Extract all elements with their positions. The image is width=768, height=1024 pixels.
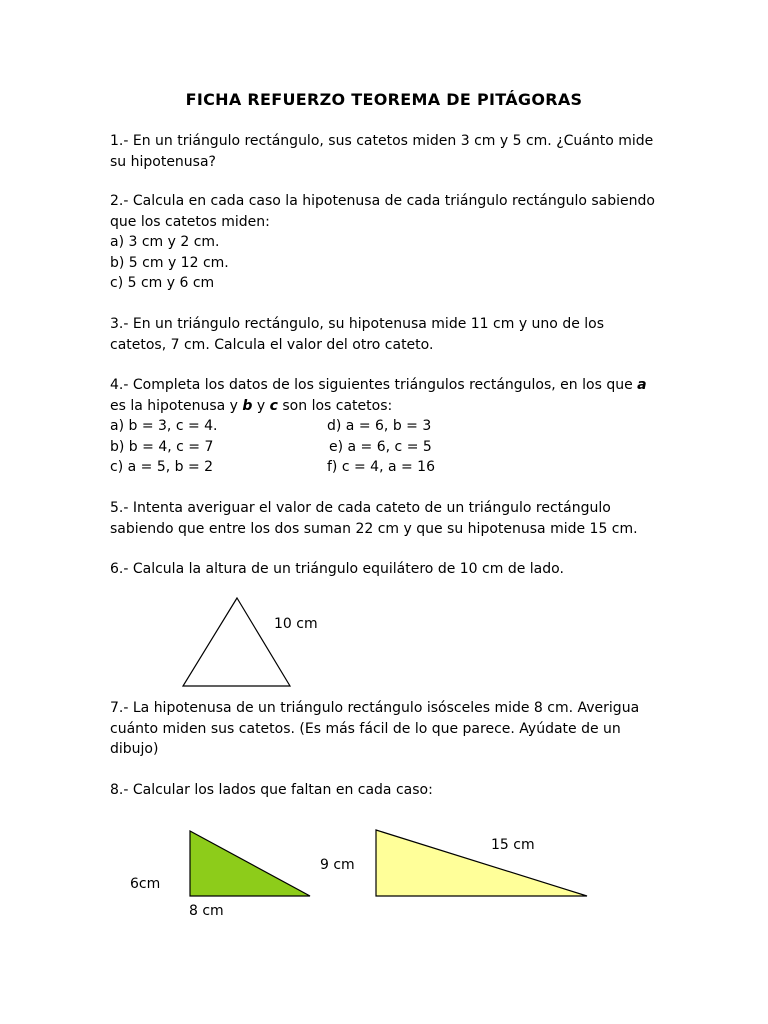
q4-var-b: b xyxy=(242,397,253,414)
q4-item-f: f) c = 4, a = 16 xyxy=(327,459,436,475)
q4-line-2-mid: y xyxy=(252,397,270,414)
q8-line-1: 8.- Calcular los lados que faltan en cada caso: xyxy=(110,782,433,798)
q3-line-1: 3.- En un triángulo rectángulo, su hipotenusa mide 11 cm y uno de los xyxy=(110,316,605,332)
q1-line-2: su hipotenusa? xyxy=(110,153,216,170)
q7-line-2: cuánto miden sus catetos. (Es más fácil de lo que parece. Ayúdate de un xyxy=(110,720,621,737)
yellow-right-triangle xyxy=(376,830,587,896)
equilateral-side-label: 10 cm xyxy=(274,616,318,632)
green-hypotenuse-label: 9 cm xyxy=(320,857,355,873)
q4-var-c: c xyxy=(269,397,278,414)
q6-line-1: 6.- Calcula la altura de un triángulo equilátero de 10 cm de lado. xyxy=(110,561,564,577)
q3-line-2: catetos, 7 cm. Calcula el valor del otro cateto. xyxy=(110,336,434,353)
q2-item-a: a) 3 cm y 2 cm. xyxy=(110,234,220,250)
q4-item-d: d) a = 6, b = 3 xyxy=(327,418,432,434)
q4-var-a: a xyxy=(637,377,647,393)
q4-item-a: a) b = 3, c = 4. xyxy=(110,418,218,434)
q2-item-b: b) 5 cm y 12 cm. xyxy=(110,254,229,271)
q4-line-1-text: 4.- Completa los datos de los siguientes triángulos rectángulos, en los que xyxy=(110,377,638,393)
green-bottom-side-label: 8 cm xyxy=(189,903,224,919)
q4-line-2-pre: es la hipotenusa y xyxy=(110,397,243,414)
q5-line-1: 5.- Intenta averiguar el valor de cada cateto de un triángulo rectángulo xyxy=(110,500,611,516)
q1-line-1: 1.- En un triángulo rectángulo, sus catetos miden 3 cm y 5 cm. ¿Cuánto mide xyxy=(110,133,654,149)
q4-item-e: e) a = 6, c = 5 xyxy=(329,438,432,455)
yellow-hypotenuse-label: 15 cm xyxy=(491,837,535,853)
green-right-triangle xyxy=(190,831,310,896)
q2-line-1: 2.- Calcula en cada caso la hipotenusa de cada triángulo rectángulo sabiendo xyxy=(110,193,655,209)
q7-line-3: dibujo) xyxy=(110,741,159,757)
green-left-side-label: 6cm xyxy=(130,876,161,892)
q2-item-c: c) 5 cm y 6 cm xyxy=(110,275,215,291)
q5-line-2: sabiendo que entre los dos suman 22 cm y que su hipotenusa mide 15 cm. xyxy=(110,520,638,537)
q4-line-2-post: son los catetos: xyxy=(277,397,393,414)
q7-line-1: 7.- La hipotenusa de un triángulo rectángulo isósceles mide 8 cm. Averigua xyxy=(110,700,640,716)
q2-line-2: que los catetos miden: xyxy=(110,213,270,230)
q4-item-b: b) b = 4, c = 7 xyxy=(110,438,214,455)
q4-item-c: c) a = 5, b = 2 xyxy=(110,459,214,475)
page-title: FICHA REFUERZO TEOREMA DE PITÁGORAS xyxy=(185,90,583,109)
